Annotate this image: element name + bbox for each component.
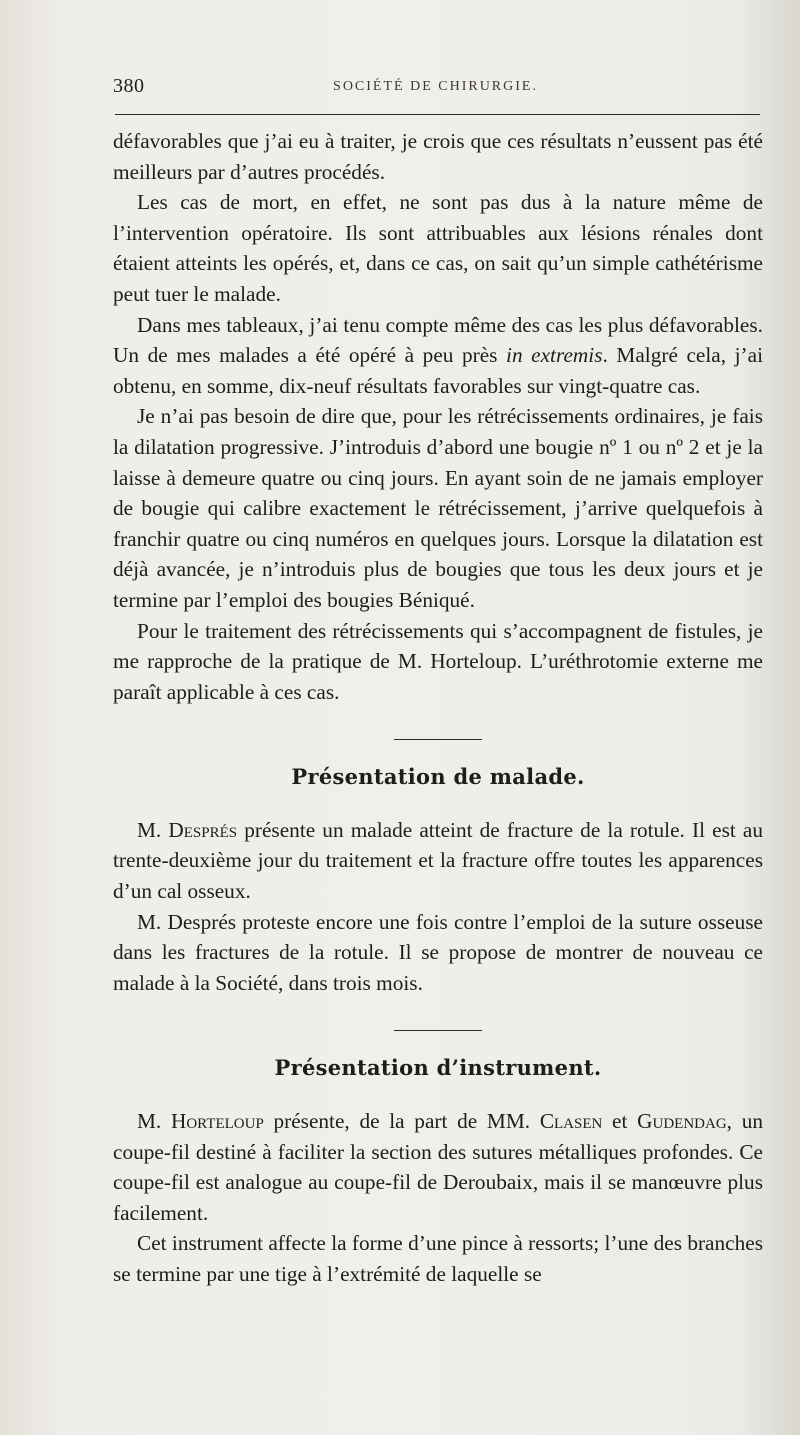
paragraph-text: . Malgré cela, j’ai obtenu, en somme, dix-neuf résultats favorables sur vingt-quatre cas. (113, 343, 763, 398)
paragraph: Les cas de mort, en effet, ne sont pas dus à la nature même de l’intervention opératoire. Ils sont attribuables aux lésions rénales dont étaient atteints les opérés, et, dans ce cas, on sait qu’un simple cathétérisme peut tuer le malade. (113, 190, 763, 306)
section-title-instrument: Présentation d’instrument. (274, 1055, 602, 1081)
paragraph-text: présente un malade atteint de fracture de la rotule. Il est au trente-deuxième jour du traitement et la fracture offre toutes les apparences d’un cal osseux. (113, 817, 763, 904)
paragraph (113, 815, 763, 907)
author-name: Horteloup (170, 1109, 264, 1134)
section-title-malade: Présentation de malade. (291, 764, 585, 790)
paragraph-text: présente, de la part de MM. (263, 1109, 540, 1134)
header-rule (115, 114, 760, 115)
section-separator (394, 739, 482, 740)
paragraph: Cet instrument affecte la forme d’une pince à ressorts; l’une des branches se termine par une tige à l’extrémité de laquelle se (113, 1231, 763, 1286)
paragraph (113, 310, 763, 402)
body-text (113, 126, 763, 1290)
paragraph-text: , un coupe-fil destiné à faciliter la section des sutures métalliques profondes. Ce coupe-fil est analogue au coupe-fil de Deroubaix, mais il se manœuvre plus facilement. (113, 1109, 763, 1225)
author-name: Clasen (539, 1109, 603, 1134)
section-separator (394, 1030, 482, 1031)
italic-phrase: in extremis (506, 343, 603, 368)
author-name: Després (168, 817, 238, 842)
page-header (113, 73, 758, 107)
running-title: SOCIÉTÉ DE CHIRURGIE. (333, 79, 538, 94)
paragraph: défavorables que j’ai eu à traiter, je crois que ces résultats n’eussent pas été meilleurs par d’autres procédés. (113, 129, 763, 184)
paragraph (113, 1106, 763, 1228)
paragraph: M. Després proteste encore une fois contre l’emploi de la suture osseuse dans les fractures de la rotule. Il se propose de montrer de nouveau ce malade à la Société, dans trois mois. (113, 909, 763, 995)
paragraph-text: M. (137, 817, 169, 842)
paragraph-text: et (602, 1109, 638, 1134)
paragraph-text: Dans mes tableaux, j’ai tenu compte même des cas les plus défavorables. Un de mes malades a été opéré à peu près (113, 312, 763, 368)
paragraph: Pour le traitement des rétrécissements qui s’accompagnent de fistules, je me rapproche de la pratique de M. Horteloup. L’uréthrotomie externe me paraît applicable à ces cas. (113, 618, 763, 704)
page-number: 380 (113, 75, 145, 97)
author-name: Gudendag (637, 1109, 727, 1134)
paragraph-text: M. (137, 1109, 171, 1134)
paragraph: Je n’ai pas besoin de dire que, pour les rétrécissements ordinaires, je fais la dilatation progressive. J’introduis d’abord une bougie nº 1 ou nº 2 et je la laisse à demeure quatre ou cinq jours. En ayant soin de ne jamais employer de bougie qui calibre exactement le rétrécissement, j’arrive quelquefois à franchir quatre ou cinq numéros en quelques jours. Lorsque la dilatation est déjà avancée, je n’introduis plus de bougies que tous les deux jours et je termine par l’emploi des bougies Béniqué. (113, 404, 763, 612)
